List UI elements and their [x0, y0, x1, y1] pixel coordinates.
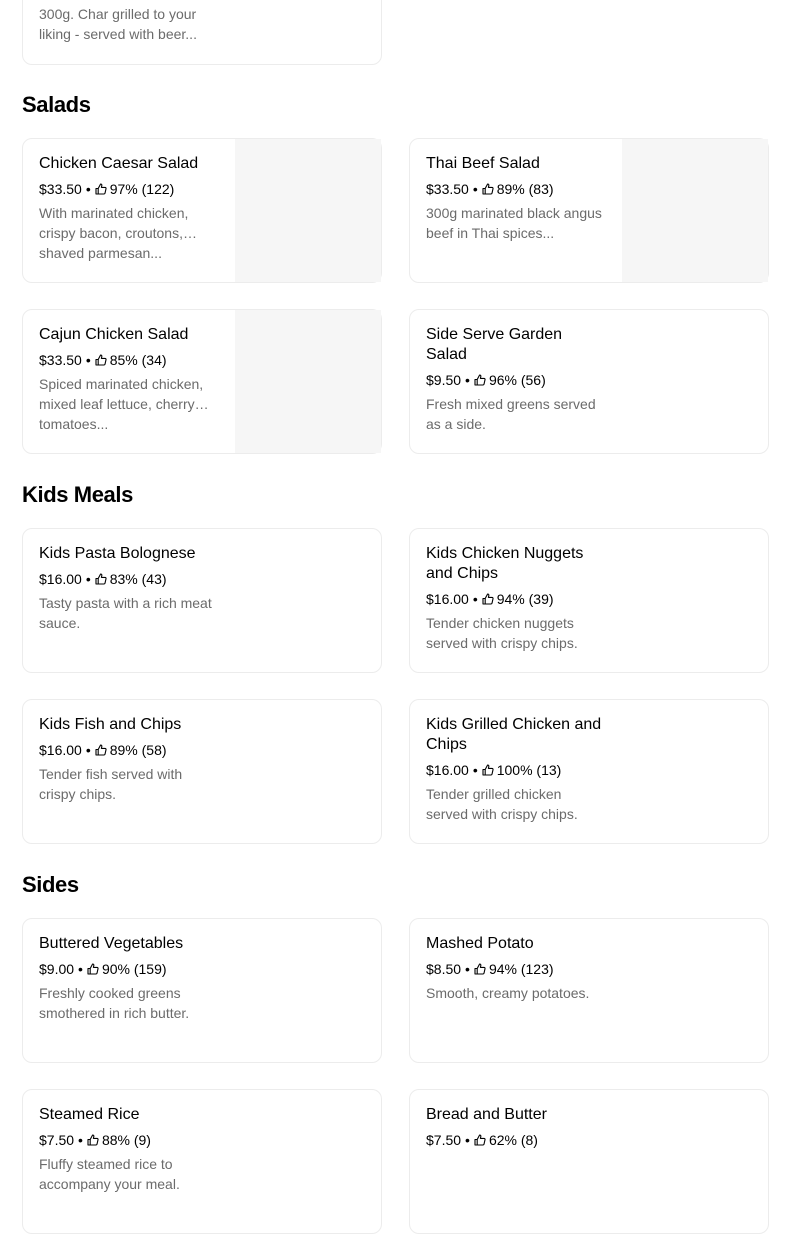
separator-dot: •: [78, 1132, 83, 1148]
menu-item-meta: [426, 179, 606, 199]
menu-item-price: $33.50: [39, 352, 82, 368]
menu-item-price: $33.50: [39, 181, 82, 197]
menu-item-price: $9.50: [426, 372, 462, 388]
thumbs-up-icon: [482, 593, 494, 605]
menu-item-name: Chicken Caesar Salad: [39, 155, 199, 172]
menu-item-description: Tender fish served with crispy chips.: [39, 766, 183, 802]
menu-item-card[interactable]: [409, 528, 769, 673]
separator-dot: •: [472, 591, 478, 607]
menu-item-rating: 89% (83): [496, 181, 554, 197]
separator-dot: •: [465, 372, 470, 388]
separator-dot: •: [472, 181, 478, 197]
menu-item-card[interactable]: [409, 138, 769, 283]
menu-item-card[interactable]: [22, 918, 382, 1063]
thumbs-up-icon: [482, 764, 494, 776]
menu-item-description: Freshly cooked greens smothered in rich butter.: [39, 985, 190, 1021]
menu-item-description: With marinated chicken, crispy bacon, croutons, shaved parmesan...: [39, 205, 189, 261]
menu-item-price: $33.50: [426, 181, 469, 197]
thumbs-up-icon: [87, 963, 99, 975]
separator-dot: •: [85, 742, 91, 758]
menu-item-meta: [426, 589, 606, 609]
menu-item-price: $8.50: [426, 961, 462, 977]
menu-item-meta: [426, 370, 606, 390]
menu-item-description: 300g. Char grilled to your liking - served with beer...: [39, 6, 197, 42]
menu-item-rating: 83% (43): [109, 571, 167, 587]
menu-item-card[interactable]: [409, 699, 769, 844]
menu-item-meta: [426, 959, 606, 979]
separator-dot: •: [85, 181, 91, 197]
section-title-kids-meals: Kids Meals: [22, 482, 133, 507]
menu-item-price: $16.00: [426, 591, 469, 607]
menu-item-description: Tender grilled chicken served with crispy chips.: [426, 786, 578, 822]
menu-item-description: 300g marinated black angus beef in Thai spices...: [426, 205, 602, 241]
menu-item-name: Buttered Vegetables: [39, 935, 184, 952]
menu-item-image: [622, 139, 768, 282]
menu-item-card[interactable]: [22, 528, 382, 673]
separator-dot: •: [78, 961, 83, 977]
menu-item-name: Bread and Butter: [426, 1106, 547, 1123]
menu-item-name: Cajun Chicken Salad: [39, 326, 189, 343]
section-title-sides: Sides: [22, 872, 79, 897]
menu-item-description: Smooth, creamy potatoes.: [426, 985, 590, 1001]
menu-item-card[interactable]: [22, 138, 382, 283]
menu-item-meta: [39, 1130, 219, 1150]
menu-item-meta: [39, 740, 219, 760]
menu-item-rating: 89% (58): [109, 742, 167, 758]
menu-item-rating: 96% (56): [488, 372, 546, 388]
separator-dot: •: [465, 1132, 470, 1148]
menu-item-price: $16.00: [426, 762, 469, 778]
menu-item-rating: 97% (122): [109, 181, 175, 197]
menu-item-rating: 62% (8): [488, 1132, 538, 1148]
menu-item-description: Spiced marinated chicken, mixed leaf lettuce, cherry tomatoes...: [39, 376, 204, 432]
thumbs-up-icon: [95, 354, 107, 366]
thumbs-up-icon: [95, 744, 107, 756]
menu-item-rating: 100% (13): [496, 762, 562, 778]
menu-item-rating: 85% (34): [109, 352, 167, 368]
menu-item-card[interactable]: [22, 0, 382, 65]
separator-dot: •: [85, 571, 91, 587]
menu-item-name: Kids Chicken Nuggets and Chips: [426, 545, 584, 582]
menu-item-name: Mashed Potato: [426, 935, 534, 952]
thumbs-up-icon: [474, 963, 486, 975]
thumbs-up-icon: [482, 183, 494, 195]
menu-item-price: $16.00: [39, 571, 82, 587]
menu-item-price: $9.00: [39, 961, 75, 977]
thumbs-up-icon: [95, 183, 107, 195]
menu-item-description: Fluffy steamed rice to accompany your meal.: [39, 1156, 180, 1192]
separator-dot: •: [465, 961, 470, 977]
menu-item-rating: 90% (159): [101, 961, 167, 977]
thumbs-up-icon: [474, 1134, 486, 1146]
menu-item-description: Tasty pasta with a rich meat sauce.: [39, 595, 212, 631]
menu-item-card[interactable]: [409, 309, 769, 454]
menu-item-rating: 94% (123): [488, 961, 554, 977]
section-title-salads: Salads: [22, 92, 91, 117]
menu-item-name: Thai Beef Salad: [426, 155, 540, 172]
menu-item-meta: [426, 1130, 606, 1150]
menu-item-name: Side Serve Garden Salad: [426, 326, 563, 363]
menu-item-name: Kids Pasta Bolognese: [39, 545, 196, 562]
menu-item-rating: 88% (9): [101, 1132, 151, 1148]
menu-item-description: Fresh mixed greens served as a side.: [426, 396, 596, 432]
menu-item-rating: 94% (39): [496, 591, 554, 607]
thumbs-up-icon: [95, 573, 107, 585]
menu-item-image: [235, 139, 381, 282]
menu-item-card[interactable]: [409, 918, 769, 1063]
menu-item-meta: [39, 179, 219, 199]
menu-item-meta: [426, 760, 606, 780]
menu-item-card[interactable]: [22, 699, 382, 844]
menu-item-name: Kids Grilled Chicken and Chips: [426, 716, 602, 753]
menu-item-price: $16.00: [39, 742, 82, 758]
menu-item-image: [235, 310, 381, 453]
menu-item-meta: [39, 569, 219, 589]
menu-item-price: $7.50: [426, 1132, 462, 1148]
menu-item-meta: [39, 959, 219, 979]
menu-item-description: Tender chicken nuggets served with crispy chips.: [426, 615, 578, 651]
separator-dot: •: [85, 352, 91, 368]
menu-item-price: $7.50: [39, 1132, 75, 1148]
menu-item-name: Kids Fish and Chips: [39, 716, 182, 733]
menu-item-card[interactable]: [22, 1089, 382, 1234]
menu-item-name: Steamed Rice: [39, 1106, 140, 1123]
menu-item-card[interactable]: [409, 1089, 769, 1234]
separator-dot: •: [472, 762, 478, 778]
thumbs-up-icon: [87, 1134, 99, 1146]
thumbs-up-icon: [474, 374, 486, 386]
menu-item-meta: [39, 350, 219, 370]
menu-item-card[interactable]: [22, 309, 382, 454]
